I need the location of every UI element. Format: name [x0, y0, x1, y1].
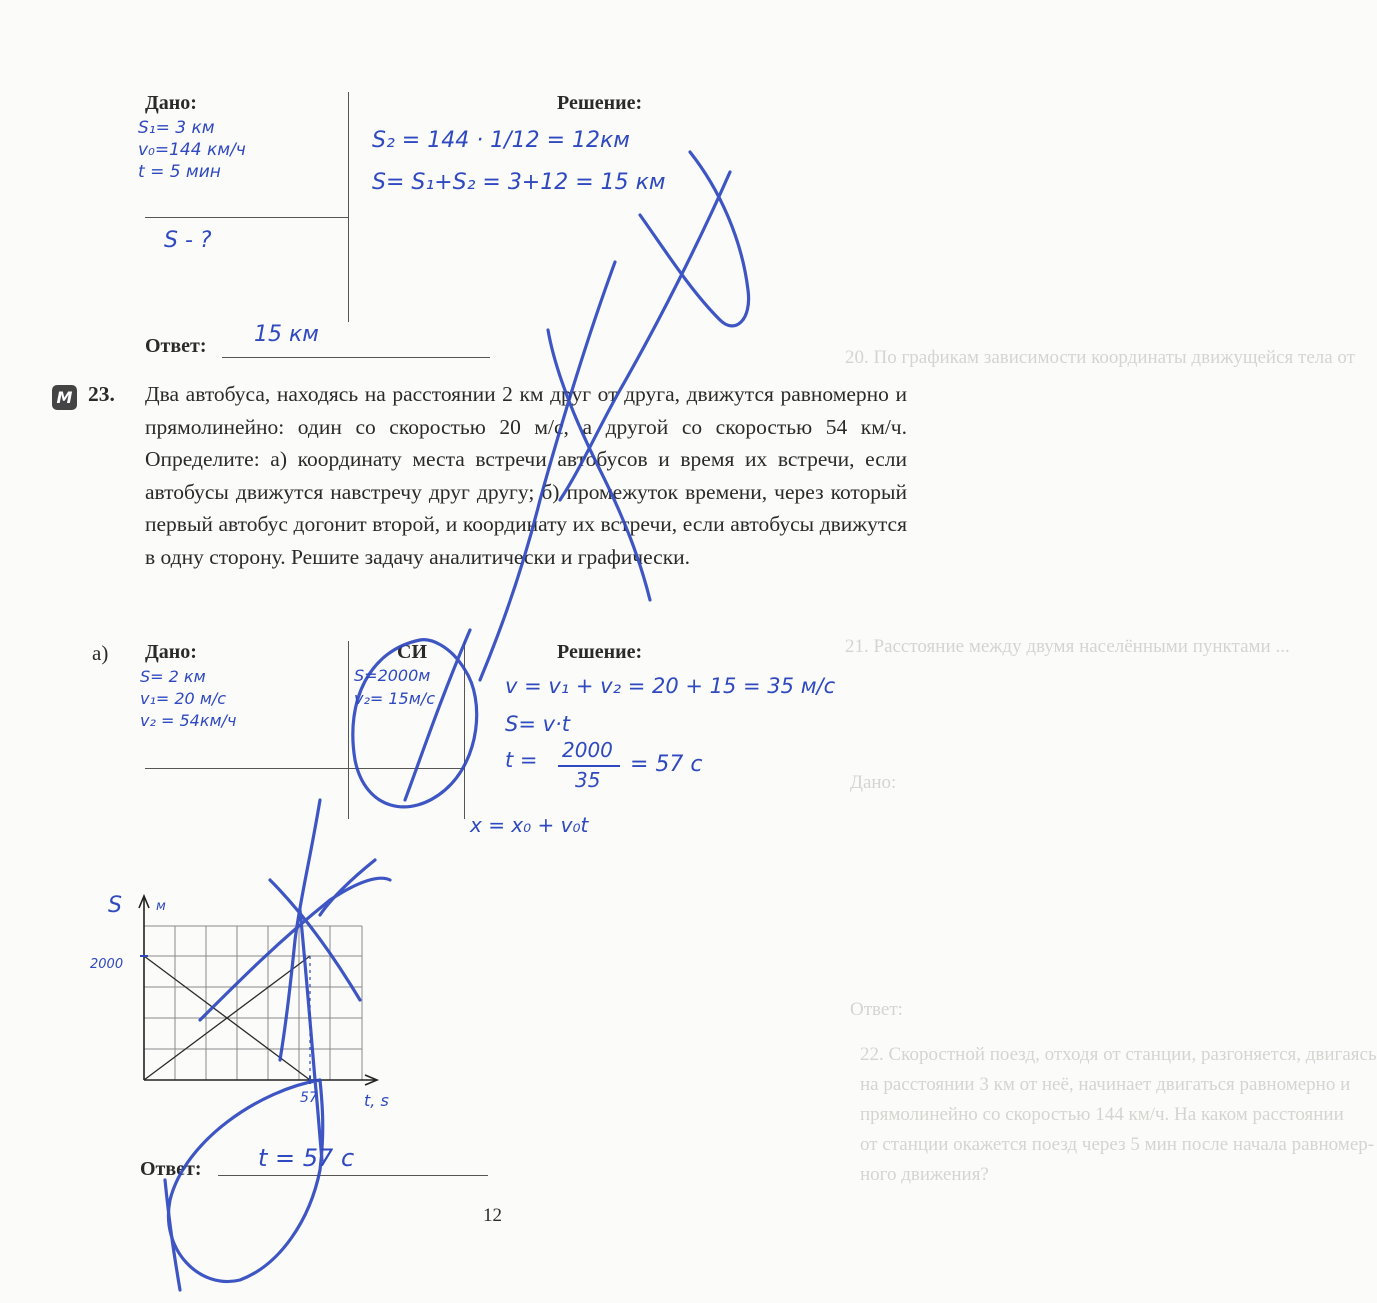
answer-value: 15 км	[254, 322, 319, 347]
answer-value: t = 57 с	[258, 1144, 355, 1172]
part-label: а)	[92, 641, 109, 665]
given-divider	[348, 641, 349, 819]
solution-line: S₂ = 144 · 1/12 = 12км	[372, 128, 630, 153]
problem-number: 23.	[88, 382, 115, 406]
given-line: v₀=144 км/ч	[138, 140, 246, 160]
given-line: v₁= 20 м/с	[140, 689, 227, 708]
y-axis-label: S	[108, 893, 122, 918]
solution-line: S= v·t	[505, 712, 570, 736]
given-label: Дано:	[145, 92, 197, 114]
bleed-through-line: от станции окажется поезд через 5 мин после начала равномер-	[860, 1134, 1375, 1155]
si-label: СИ	[397, 641, 427, 663]
scribble-stroke	[165, 1180, 180, 1290]
t-formula-result: = 57 с	[630, 752, 703, 777]
solution-label: Решение:	[557, 92, 643, 114]
page-number: 12	[483, 1205, 502, 1226]
bleed-through-line: Ответ:	[850, 999, 903, 1020]
given-underline	[145, 768, 465, 769]
bleed-through-line: ного движения?	[860, 1164, 989, 1185]
y-axis-unit: м	[156, 899, 166, 914]
bleed-through-line: 21. Расстояние между двумя населёнными пунктами ...	[845, 636, 1290, 657]
y-tick-label: 2000	[90, 957, 124, 972]
metapredmet-badge-icon: М	[52, 385, 77, 410]
given-line: t = 5 мин	[138, 162, 221, 182]
bleed-through-line: 22. Скоростной поезд, отходя от станции, разгоняется, двигаясь	[860, 1044, 1377, 1065]
find-value: S - ?	[164, 228, 212, 253]
bleed-through-line: прямолинейно со скоростью 144 км/ч. На каком расстоянии	[860, 1104, 1344, 1125]
given-underline	[145, 217, 349, 218]
problem-text: Два автобуса, находясь на расстоянии 2 км друг от друга, движутся равномерно и прямолинейно: один со скоростью 20 м/с, а другой со скоростью 54 км/ч. Определите: а) координату места встречи автобусов и время их встречи, если автобусы движутся навстречу друг другу; б) промежуток времени, через который первый автобус догонит второй, и координату их встречи, если автобусы движутся в одну сторону. Решите задачу аналитически и графически.	[145, 382, 907, 569]
solution-line: x = x₀ + v₀t	[470, 813, 589, 837]
distance-time-graph	[80, 880, 390, 1120]
si-line: v₂= 15м/с	[354, 689, 435, 708]
t-formula-numerator: 2000	[562, 738, 613, 762]
answer-underline	[218, 1175, 488, 1176]
t-formula-denominator: 35	[575, 768, 601, 792]
given-line: v₂ = 54км/ч	[140, 711, 237, 730]
graph-grid	[144, 926, 362, 1080]
si-line: S=2000м	[354, 666, 431, 685]
answer-label: Ответ:	[145, 335, 207, 357]
given-label: Дано:	[145, 641, 197, 663]
x-axis-label: t, s	[364, 1091, 389, 1110]
answer-label: Ответ:	[140, 1158, 202, 1180]
given-line: S₁= 3 км	[138, 118, 215, 138]
fraction-bar	[558, 765, 620, 767]
x-tick-label: 57	[300, 1090, 318, 1106]
scribble-stroke	[353, 640, 477, 807]
bleed-through-line: Дано:	[850, 772, 897, 793]
answer-underline	[222, 357, 490, 358]
bleed-through-line: 20. По графикам зависимости координаты движущейся тела от	[845, 347, 1355, 368]
given-divider	[348, 92, 349, 322]
bleed-through-line: на расстоянии 3 км от неё, начинает двигаться равномерно и	[860, 1074, 1351, 1095]
given-line: S= 2 км	[140, 667, 206, 686]
solution-label: Решение:	[557, 641, 643, 663]
t-formula-lhs: t =	[505, 748, 538, 772]
solution-line: v = v₁ + v₂ = 20 + 15 = 35 м/с	[505, 674, 836, 698]
si-divider	[464, 641, 465, 819]
solution-line: S= S₁+S₂ = 3+12 = 15 км	[372, 170, 666, 195]
